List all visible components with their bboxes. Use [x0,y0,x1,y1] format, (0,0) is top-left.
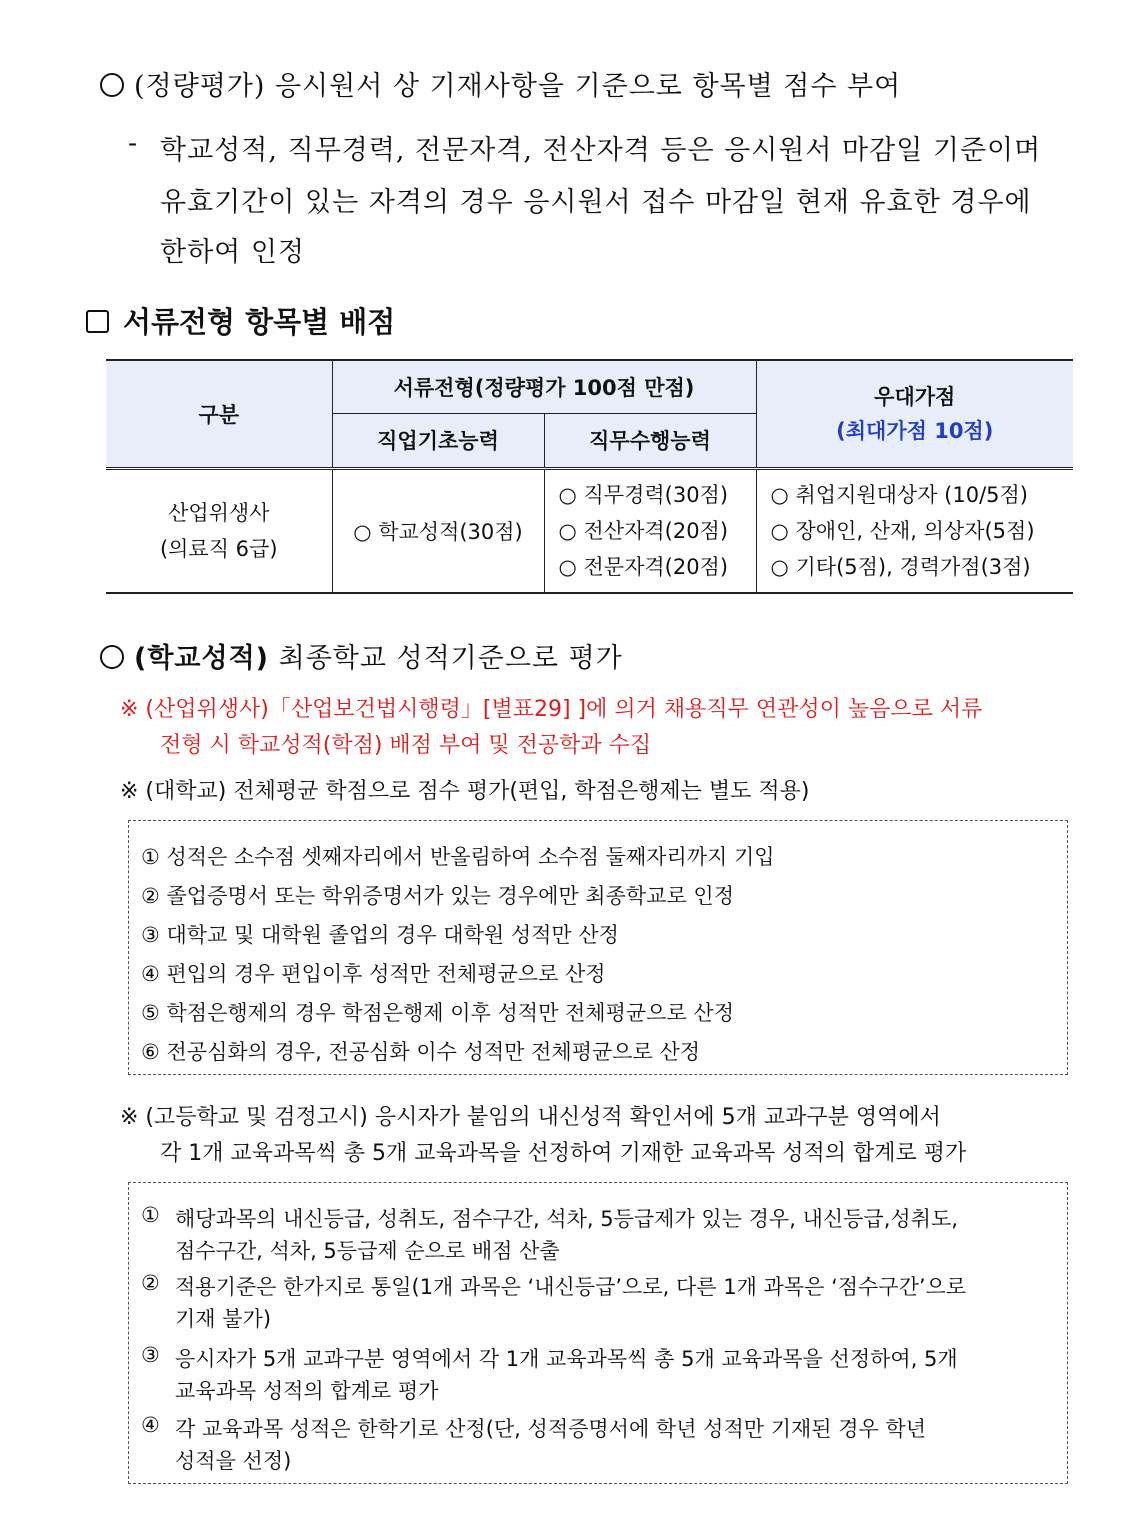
university-rule: ① 성적은 소수점 셋째자리에서 반올림하여 소수점 둘째자리까지 기입 [141,845,775,869]
high-school-rule-number: ① [141,1203,160,1227]
bonus-item: ○ 취업지원대상자 (10/5점) [770,482,1029,507]
high-school-rule-number: ② [141,1271,160,1295]
university-rule: ④ 편입의 경우 편입이후 성적만 전체평균으로 산정 [141,962,606,986]
circle-bullet-icon [100,645,124,669]
row-division-sub: (의료직 6급) [159,536,278,561]
school-heading [100,636,623,675]
high-school-rule-line: 적용기준은 한가지로 통일(1개 과목은 ‘내신등급’으로, 다른 1개 과목은 ‘점수구간’으로 [175,1275,967,1299]
row-basic-ability: ○ 학교성적(30점) [332,468,544,593]
intro-line-1 [100,64,901,103]
intro-line-2: 학교성적, 직무경력, 전문자격, 전산자격 등은 응시원서 마감일 기준이며 [160,135,1042,166]
section-title-text: 서류전형 항목별 배점 [123,305,396,339]
university-rule: ② 졸업증명서 또는 학위증명서가 있는 경우에만 최종학교로 인정 [141,884,734,908]
university-rule: ⑥ 전공심화의 경우, 전공심화 이수 성적만 전체평균으로 산정 [141,1040,701,1064]
high-school-note-line-2: 각 1개 교육과목씩 총 5개 교육과목을 선정하여 기재한 교육과목 성적의 합계로 평가 [160,1141,967,1166]
red-note-line-2: 전형 시 학교성적(학점) 배점 부여 및 전공학과 수집 [160,733,652,758]
bonus-item: ○ 장애인, 산재, 의상자(5점) [770,518,1035,543]
row-division-title: 산업위생사 [168,500,270,525]
score-table [106,359,1073,594]
row-job-ability [544,468,756,593]
red-note-line-1: ※ (산업위생사)「산업보건법시행령」[별표29] ]에 의거 채용직무 연관성이 높음으로 서류 [120,697,983,722]
job-item: ○ 전산자격(20점) [558,518,729,543]
intro-line-3: 유효기간이 있는 자격의 경우 응시원서 접수 마감일 현재 유효한 경우에 [160,187,1032,218]
high-school-rule-line: 교육과목 성적의 합계로 평가 [175,1379,439,1403]
section-title [86,300,395,341]
high-school-rule-line: 점수구간, 석차, 5등급제 순으로 배점 산출 [175,1239,560,1263]
row-division [106,468,332,593]
intro-line-4: 한하여 인정 [160,237,305,268]
high-school-rule-line: 기재 불가) [175,1307,272,1331]
intro-line-1-text: (정량평가) 응시원서 상 기재사항을 기준으로 항목별 점수 부여 [134,71,902,102]
job-item: ○ 전문자격(20점) [558,554,729,579]
circle-bullet-icon [100,73,124,97]
high-school-rule-number: ④ [141,1413,160,1437]
header-document-screening: 서류전형(정량평가 100점 만점) [332,360,756,413]
high-school-rule-line: 해당과목의 내신등급, 성취도, 점수구간, 석차, 5등급제가 있는 경우, 내신등급,성취도, [175,1207,958,1231]
header-division: 구분 [106,360,332,468]
job-item: ○ 직무경력(30점) [558,482,729,507]
high-school-rule-line: 성적을 선정) [175,1449,292,1473]
intro-dash: - [128,128,139,159]
school-heading-bold: (학교성적) [134,643,270,674]
university-rules-box [128,820,1068,1075]
university-note: ※ (대학교) 전체평균 학점으로 점수 평가(편입, 학점은행제는 별도 적용) [120,779,810,804]
square-bullet-icon [86,310,109,333]
high-school-rules-box [128,1182,1068,1484]
bonus-item: ○ 기타(5점), 경력가점(3점) [770,554,1031,579]
high-school-rule-line: 응시자가 5개 교과구분 영역에서 각 1개 교육과목씩 총 5개 교육과목을 선정하여, 5개 [175,1347,958,1371]
high-school-note-line-1: ※ (고등학교 및 검정고시) 응시자가 붙임의 내신성적 확인서에 5개 교과구분 영역에서 [120,1105,941,1130]
school-heading-text: 최종학교 성적기준으로 평가 [278,643,623,674]
header-bonus [756,360,1073,468]
header-bonus-title: 우대가점 [874,384,956,409]
high-school-rule-number: ③ [141,1343,160,1367]
header-job-ability: 직무수행능력 [544,413,756,468]
university-rule: ③ 대학교 및 대학원 졸업의 경우 대학원 성적만 산정 [141,923,619,947]
high-school-rule-line: 각 교육과목 성적은 한학기로 산정(단, 성적증명서에 학년 성적만 기재된 경우 학년 [175,1417,927,1441]
university-rule: ⑤ 학점은행제의 경우 학점은행제 이후 성적만 전체평균으로 산정 [141,1001,734,1025]
row-bonus [756,468,1073,593]
header-bonus-sub: (최대가점 10점) [836,418,994,443]
header-basic-ability: 직업기초능력 [332,413,544,468]
